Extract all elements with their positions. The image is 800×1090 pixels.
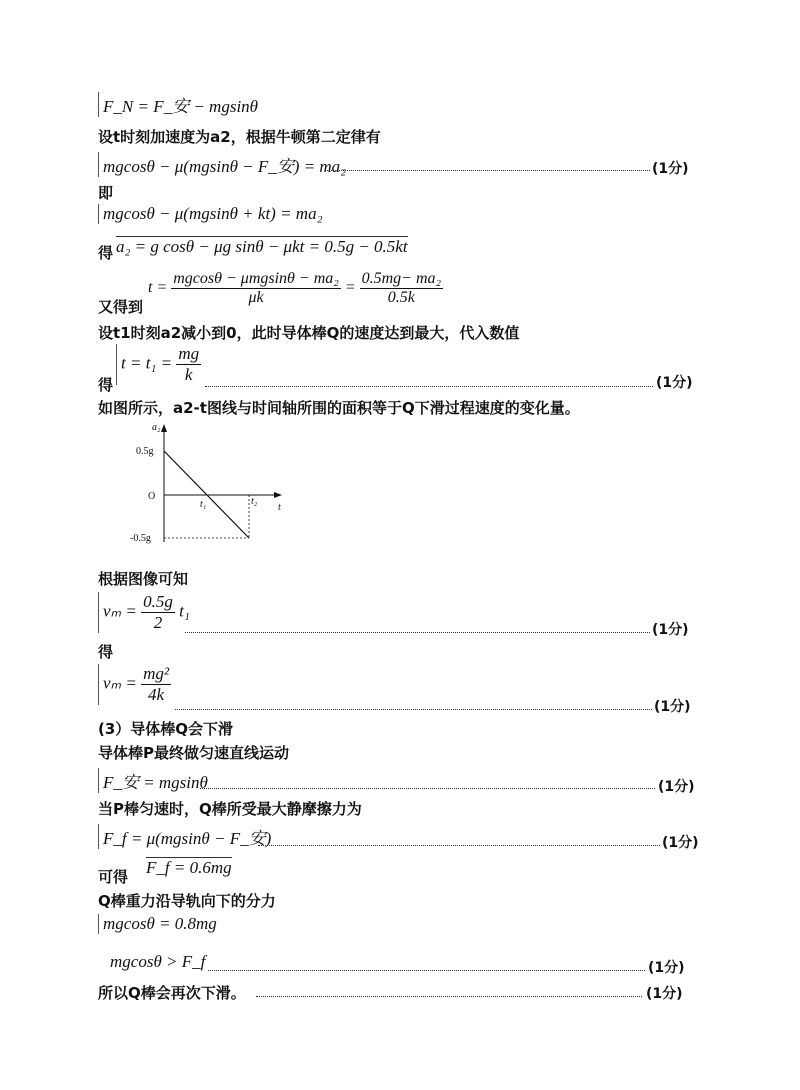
p-final-text: 导体棒P最终做匀速直线运动	[98, 744, 289, 762]
t1-label: t₁	[200, 499, 207, 510]
score-3: (1分)	[652, 622, 689, 638]
you-de-dao-text: 又得到	[98, 298, 144, 316]
a2-equation: a₂ = g cosθ − μg sinθ − μkt = 0.5g − 0.5kt	[116, 237, 408, 256]
score-1: (1分)	[652, 161, 689, 177]
set-t1-text: 设t1时刻a2减小到0，此时导体棒Q的速度达到最大，代入数值	[98, 324, 520, 342]
dot-leader	[185, 632, 650, 633]
ff-equation: F_f = μ(mgsinθ − F_安)	[98, 824, 271, 849]
ff-value: F_f = 0.6mg	[146, 858, 232, 877]
dot-leader	[258, 845, 660, 846]
x-axis-arrow	[274, 492, 282, 498]
newton-equation: mgcosθ − μ(mgsinθ − F_安) = ma₂	[98, 152, 346, 177]
dot-leader	[256, 996, 642, 997]
mgcos-value: mgcosθ = 0.8mg	[98, 914, 217, 934]
y-axis-arrow	[161, 424, 167, 432]
dot-leader	[325, 170, 650, 171]
graph-description: 如图所示，a2-t图线与时间轴所围的面积等于Q下滑过程速度的变化量。	[98, 399, 580, 417]
tick-label-top: 0.5g	[136, 446, 154, 457]
score-5: (1分)	[658, 779, 695, 795]
score-4: (1分)	[654, 699, 691, 715]
t1-equation: t = t₁ = $\frac{mg}{k}$	[116, 344, 201, 385]
set-accel-text: 设t时刻加速度为a2，根据牛顿第二定律有	[98, 128, 381, 146]
ji-text: 即	[98, 184, 114, 202]
dot-leader	[205, 386, 653, 387]
tick-label-bottom: -0.5g	[130, 533, 151, 544]
dot-leader	[175, 709, 652, 710]
compare-inequality: mgcosθ > F_f	[110, 952, 206, 971]
part3-heading: (3）导体棒Q会下滑	[98, 720, 234, 738]
a2-t-graph	[128, 420, 288, 550]
score-2: (1分)	[656, 375, 693, 391]
origin-label: O	[148, 491, 156, 502]
q-gravity-text: Q棒重力沿导轨向下的分力	[98, 892, 276, 910]
when-p-text: 当P棒匀速时，Q棒所受最大静摩擦力为	[98, 800, 362, 818]
f-an-equation: F_安 = mgsinθ	[98, 768, 208, 793]
from-graph-text: 根据图像可知	[98, 570, 189, 588]
ke-de-text: 可得	[98, 868, 129, 886]
x-axis-label: t	[278, 502, 281, 513]
de3-text: 得	[98, 643, 114, 661]
t-fraction-equation: t = $\frac{\text{mgcosθ − μmgsinθ − ma₂}}{\mu k}$ = $\frac{\text{0.5mg− ma₂}}{0.5k}$	[148, 270, 442, 306]
fn-equation: F_N = F_安 − mgsinθ	[98, 92, 258, 117]
conclusion-text: 所以Q棒会再次下滑。	[98, 984, 246, 1002]
t2-label: t₂	[251, 496, 258, 507]
score-6: (1分)	[662, 835, 699, 851]
de2-text: 得	[98, 376, 114, 394]
score-8: (1分)	[646, 986, 683, 1002]
score-7: (1分)	[648, 960, 685, 976]
vm-equation-1: vₘ = $\frac{0.5g}{2}$ t₁	[98, 592, 190, 633]
vm-equation-2: vₘ = $\frac{\text{mg²}}{4k}$	[98, 664, 171, 705]
de-text: 得	[98, 244, 114, 262]
dot-leader	[208, 970, 645, 971]
newton-equation-2: mgcosθ − μ(mgsinθ + kt) = ma₂	[98, 204, 322, 224]
dot-leader	[200, 788, 655, 789]
y-axis-label: a₂	[152, 422, 161, 433]
